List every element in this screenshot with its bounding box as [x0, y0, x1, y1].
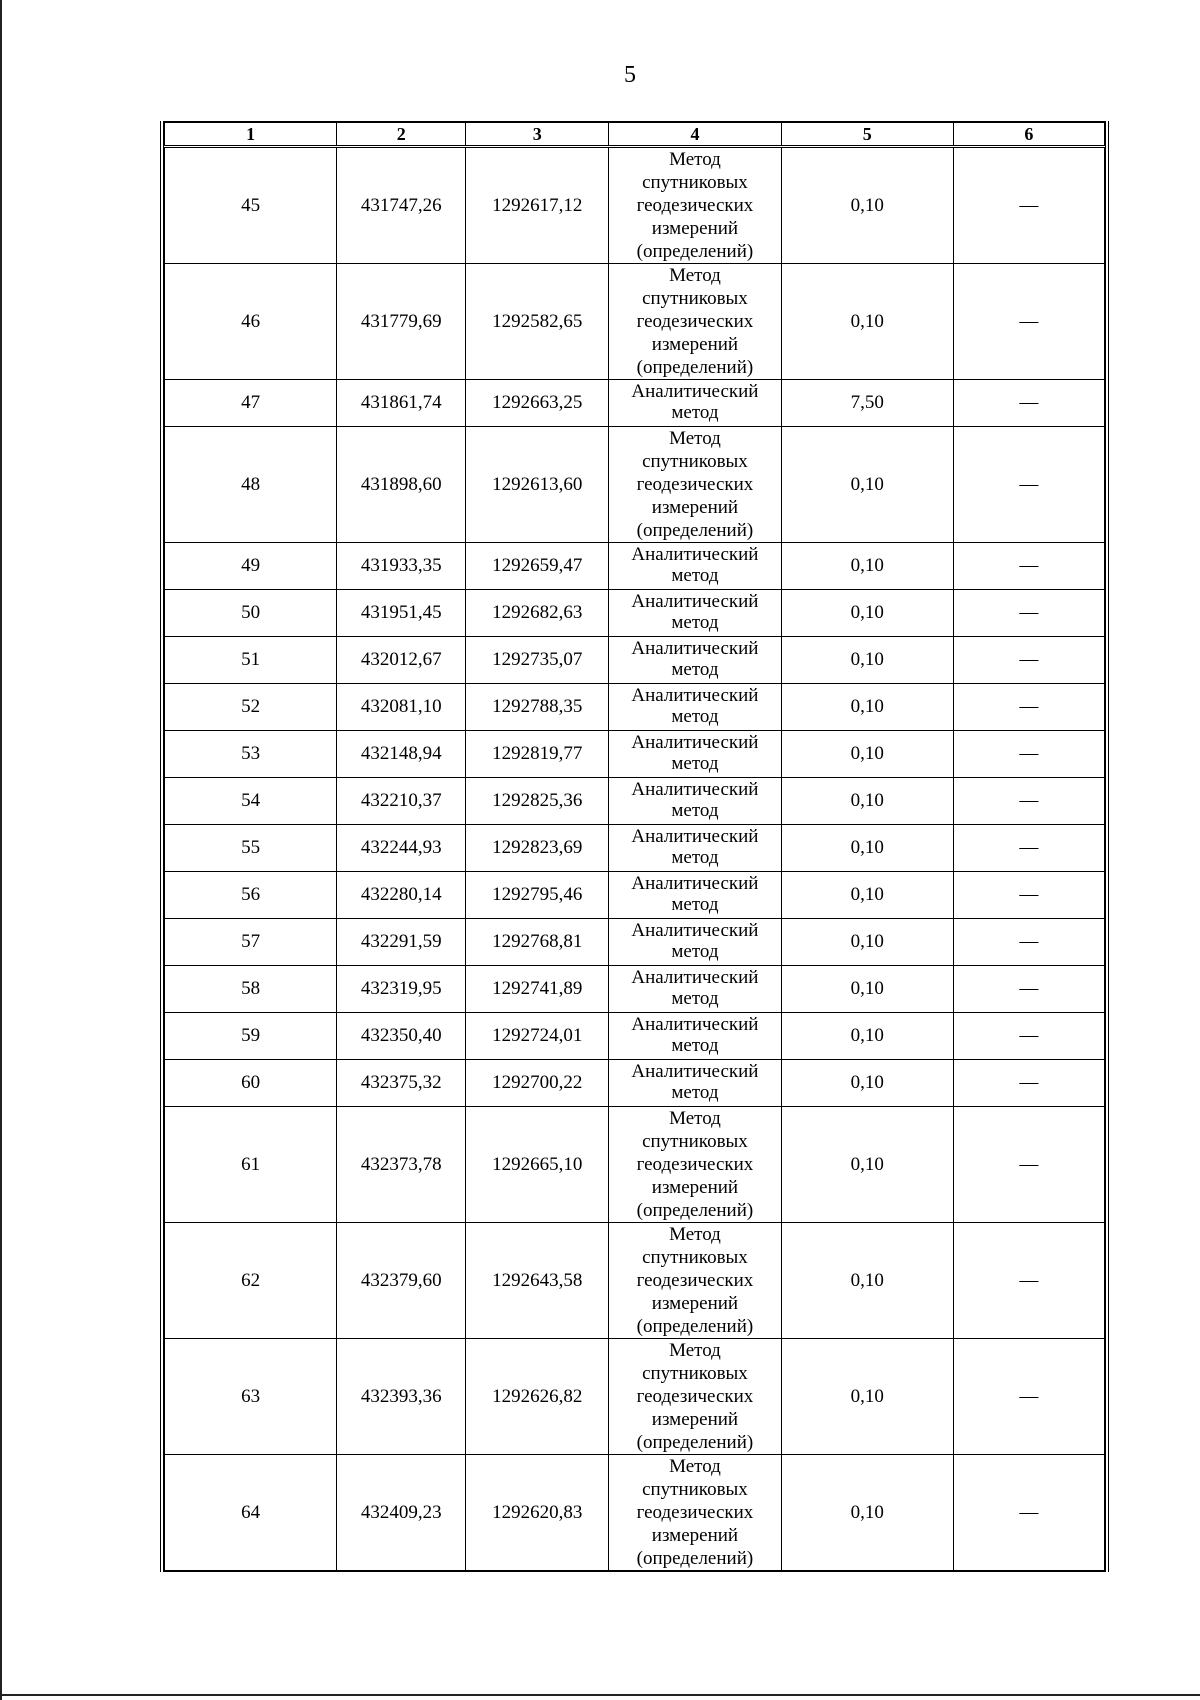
- table-row: [165, 1107, 1105, 1223]
- method-cell: [609, 825, 781, 872]
- x-coordinate-cell: 432280,14: [337, 872, 466, 919]
- method-cell: [609, 637, 781, 684]
- accuracy-cell: 0,10: [781, 731, 953, 778]
- point-number-cell: 57: [165, 919, 337, 966]
- method-line: метод: [671, 988, 719, 1009]
- x-coordinate-cell: 432350,40: [337, 1013, 466, 1060]
- table-row: [165, 147, 1105, 264]
- method-line: метод: [671, 753, 719, 774]
- method-cell: [609, 543, 781, 590]
- point-number-cell: 45: [165, 147, 337, 264]
- note-cell: —: [953, 1013, 1104, 1060]
- method-line: геодезических: [636, 474, 754, 495]
- x-coordinate-cell: 432210,37: [337, 778, 466, 825]
- method-line: Аналитический: [631, 381, 759, 402]
- y-coordinate-cell: 1292613,60: [466, 427, 609, 543]
- page-edge-left: [0, 0, 2, 1700]
- method-line: геодезических: [636, 1154, 754, 1175]
- note-cell: —: [953, 731, 1104, 778]
- note-cell: —: [953, 966, 1104, 1013]
- method-cell: [609, 1013, 781, 1060]
- x-coordinate-cell: 431951,45: [337, 590, 466, 637]
- point-number-cell: 54: [165, 778, 337, 825]
- header-cell: 5: [781, 122, 953, 147]
- y-coordinate-cell: 1292617,12: [466, 147, 609, 264]
- point-number-cell: 55: [165, 825, 337, 872]
- point-number-cell: 64: [165, 1455, 337, 1572]
- table-row: [165, 731, 1105, 778]
- table-row: [165, 1060, 1105, 1107]
- x-coordinate-cell: 432409,23: [337, 1455, 466, 1572]
- method-line: метод: [671, 800, 719, 821]
- method-line: измерений: [651, 1409, 739, 1430]
- method-line: спутниковых: [642, 1363, 748, 1384]
- method-cell: [609, 1060, 781, 1107]
- method-line: измерений: [651, 1525, 739, 1546]
- x-coordinate-cell: 432012,67: [337, 637, 466, 684]
- method-line: измерений: [651, 334, 739, 355]
- method-line: Аналитический: [631, 591, 759, 612]
- note-cell: —: [953, 264, 1104, 380]
- y-coordinate-cell: 1292819,77: [466, 731, 609, 778]
- x-coordinate-cell: 431933,35: [337, 543, 466, 590]
- note-cell: —: [953, 543, 1104, 590]
- accuracy-cell: 0,10: [781, 1339, 953, 1455]
- page-number: 5: [624, 62, 636, 88]
- method-line: спутниковых: [642, 172, 748, 193]
- method-line: спутниковых: [642, 1479, 748, 1500]
- method-line: спутниковых: [642, 1247, 748, 1268]
- page-edge-bottom: [0, 1694, 1200, 1696]
- method-line: Аналитический: [631, 732, 759, 753]
- method-line: геодезических: [636, 195, 754, 216]
- y-coordinate-cell: 1292741,89: [466, 966, 609, 1013]
- note-cell: —: [953, 380, 1104, 427]
- y-coordinate-cell: 1292700,22: [466, 1060, 609, 1107]
- accuracy-cell: 0,10: [781, 1223, 953, 1339]
- accuracy-cell: 0,10: [781, 147, 953, 264]
- method-cell: [609, 264, 781, 380]
- method-line: Аналитический: [631, 544, 759, 565]
- method-line: метод: [671, 1035, 719, 1056]
- method-line: Метод: [669, 428, 721, 449]
- x-coordinate-cell: 431861,74: [337, 380, 466, 427]
- method-line: геодезических: [636, 1386, 754, 1407]
- coordinates-table-frame: [160, 121, 1109, 1572]
- method-line: метод: [671, 706, 719, 727]
- note-cell: —: [953, 637, 1104, 684]
- method-line: метод: [671, 659, 719, 680]
- method-line: Аналитический: [631, 779, 759, 800]
- method-line: Метод: [669, 265, 721, 286]
- y-coordinate-cell: 1292663,25: [466, 380, 609, 427]
- note-cell: —: [953, 1339, 1104, 1455]
- x-coordinate-cell: 432373,78: [337, 1107, 466, 1223]
- note-cell: —: [953, 872, 1104, 919]
- method-cell: [609, 684, 781, 731]
- method-cell: [609, 731, 781, 778]
- method-line: Аналитический: [631, 685, 759, 706]
- method-line: метод: [671, 612, 719, 633]
- note-cell: —: [953, 1455, 1104, 1572]
- accuracy-cell: 0,10: [781, 637, 953, 684]
- table-body: [165, 122, 1105, 1571]
- accuracy-cell: 0,10: [781, 825, 953, 872]
- point-number-cell: 56: [165, 872, 337, 919]
- y-coordinate-cell: 1292626,82: [466, 1339, 609, 1455]
- y-coordinate-cell: 1292659,47: [466, 543, 609, 590]
- method-line: Метод: [669, 1224, 721, 1245]
- method-line: Метод: [669, 1108, 721, 1129]
- accuracy-cell: 0,10: [781, 543, 953, 590]
- method-line: Аналитический: [631, 873, 759, 894]
- method-cell: [609, 1107, 781, 1223]
- y-coordinate-cell: 1292582,65: [466, 264, 609, 380]
- method-line: геодезических: [636, 1270, 754, 1291]
- accuracy-cell: 0,10: [781, 590, 953, 637]
- method-line: Метод: [669, 1340, 721, 1361]
- method-line: метод: [671, 941, 719, 962]
- point-number-cell: 47: [165, 380, 337, 427]
- accuracy-cell: 0,10: [781, 684, 953, 731]
- header-cell: 1: [165, 122, 337, 147]
- note-cell: —: [953, 147, 1104, 264]
- table-row: [165, 427, 1105, 543]
- y-coordinate-cell: 1292823,69: [466, 825, 609, 872]
- table-row: [165, 1455, 1105, 1572]
- point-number-cell: 51: [165, 637, 337, 684]
- method-cell: [609, 380, 781, 427]
- x-coordinate-cell: 431779,69: [337, 264, 466, 380]
- accuracy-cell: 0,10: [781, 264, 953, 380]
- note-cell: —: [953, 1223, 1104, 1339]
- note-cell: —: [953, 1060, 1104, 1107]
- note-cell: —: [953, 919, 1104, 966]
- coordinates-table: [164, 121, 1105, 1572]
- x-coordinate-cell: 432291,59: [337, 919, 466, 966]
- table-header-row: [165, 122, 1105, 147]
- accuracy-cell: 0,10: [781, 427, 953, 543]
- table-row: [165, 264, 1105, 380]
- table-row: [165, 543, 1105, 590]
- y-coordinate-cell: 1292643,58: [466, 1223, 609, 1339]
- accuracy-cell: 0,10: [781, 1107, 953, 1223]
- x-coordinate-cell: 431898,60: [337, 427, 466, 543]
- method-line: (определений): [636, 1432, 754, 1453]
- method-line: (определений): [636, 357, 754, 378]
- method-line: метод: [671, 402, 719, 423]
- point-number-cell: 50: [165, 590, 337, 637]
- point-number-cell: 62: [165, 1223, 337, 1339]
- method-line: спутниковых: [642, 288, 748, 309]
- method-line: Аналитический: [631, 826, 759, 847]
- y-coordinate-cell: 1292795,46: [466, 872, 609, 919]
- table-row: [165, 380, 1105, 427]
- note-cell: —: [953, 1107, 1104, 1223]
- y-coordinate-cell: 1292665,10: [466, 1107, 609, 1223]
- x-coordinate-cell: 431747,26: [337, 147, 466, 264]
- point-number-cell: 53: [165, 731, 337, 778]
- point-number-cell: 52: [165, 684, 337, 731]
- accuracy-cell: 0,10: [781, 919, 953, 966]
- point-number-cell: 48: [165, 427, 337, 543]
- method-line: метод: [671, 1082, 719, 1103]
- x-coordinate-cell: 432081,10: [337, 684, 466, 731]
- method-line: метод: [671, 894, 719, 915]
- method-line: метод: [671, 565, 719, 586]
- method-line: (определений): [636, 1548, 754, 1569]
- method-cell: [609, 919, 781, 966]
- header-cell: 3: [466, 122, 609, 147]
- method-cell: [609, 590, 781, 637]
- y-coordinate-cell: 1292825,36: [466, 778, 609, 825]
- accuracy-cell: 0,10: [781, 872, 953, 919]
- method-line: (определений): [636, 1200, 754, 1221]
- method-line: измерений: [651, 1177, 739, 1198]
- table-row: [165, 637, 1105, 684]
- accuracy-cell: 0,10: [781, 1455, 953, 1572]
- note-cell: —: [953, 778, 1104, 825]
- y-coordinate-cell: 1292735,07: [466, 637, 609, 684]
- x-coordinate-cell: 432319,95: [337, 966, 466, 1013]
- method-cell: [609, 1455, 781, 1572]
- table-row: [165, 1339, 1105, 1455]
- method-cell: [609, 872, 781, 919]
- accuracy-cell: 0,10: [781, 778, 953, 825]
- method-line: спутниковых: [642, 451, 748, 472]
- table-row: [165, 872, 1105, 919]
- y-coordinate-cell: 1292620,83: [466, 1455, 609, 1572]
- method-cell: [609, 1223, 781, 1339]
- method-line: измерений: [651, 497, 739, 518]
- method-line: Аналитический: [631, 1014, 759, 1035]
- method-line: (определений): [636, 241, 754, 262]
- method-cell: [609, 966, 781, 1013]
- method-line: Аналитический: [631, 920, 759, 941]
- method-line: спутниковых: [642, 1131, 748, 1152]
- method-line: Аналитический: [631, 638, 759, 659]
- header-cell: 6: [953, 122, 1104, 147]
- y-coordinate-cell: 1292724,01: [466, 1013, 609, 1060]
- method-line: измерений: [651, 1293, 739, 1314]
- x-coordinate-cell: 432148,94: [337, 731, 466, 778]
- point-number-cell: 60: [165, 1060, 337, 1107]
- accuracy-cell: 7,50: [781, 380, 953, 427]
- y-coordinate-cell: 1292682,63: [466, 590, 609, 637]
- header-cell: 2: [337, 122, 466, 147]
- table-row: [165, 825, 1105, 872]
- table-row: [165, 590, 1105, 637]
- point-number-cell: 63: [165, 1339, 337, 1455]
- accuracy-cell: 0,10: [781, 1013, 953, 1060]
- x-coordinate-cell: 432244,93: [337, 825, 466, 872]
- method-cell: [609, 427, 781, 543]
- accuracy-cell: 0,10: [781, 1060, 953, 1107]
- method-line: Метод: [669, 149, 721, 170]
- note-cell: —: [953, 427, 1104, 543]
- table-row: [165, 919, 1105, 966]
- x-coordinate-cell: 432375,32: [337, 1060, 466, 1107]
- method-line: Аналитический: [631, 1061, 759, 1082]
- method-line: метод: [671, 847, 719, 868]
- note-cell: —: [953, 684, 1104, 731]
- note-cell: —: [953, 825, 1104, 872]
- point-number-cell: 49: [165, 543, 337, 590]
- method-line: геодезических: [636, 311, 754, 332]
- method-line: геодезических: [636, 1502, 754, 1523]
- point-number-cell: 46: [165, 264, 337, 380]
- y-coordinate-cell: 1292768,81: [466, 919, 609, 966]
- header-cell: 4: [609, 122, 781, 147]
- x-coordinate-cell: 432379,60: [337, 1223, 466, 1339]
- method-line: (определений): [636, 1316, 754, 1337]
- method-line: измерений: [651, 218, 739, 239]
- point-number-cell: 58: [165, 966, 337, 1013]
- method-cell: [609, 1339, 781, 1455]
- method-line: Аналитический: [631, 967, 759, 988]
- accuracy-cell: 0,10: [781, 966, 953, 1013]
- x-coordinate-cell: 432393,36: [337, 1339, 466, 1455]
- table-row: [165, 684, 1105, 731]
- y-coordinate-cell: 1292788,35: [466, 684, 609, 731]
- table-row: [165, 1013, 1105, 1060]
- method-cell: [609, 778, 781, 825]
- point-number-cell: 61: [165, 1107, 337, 1223]
- table-row: [165, 966, 1105, 1013]
- method-cell: [609, 147, 781, 264]
- table-row: [165, 1223, 1105, 1339]
- method-line: Метод: [669, 1456, 721, 1477]
- note-cell: —: [953, 590, 1104, 637]
- point-number-cell: 59: [165, 1013, 337, 1060]
- table-row: [165, 778, 1105, 825]
- method-line: (определений): [636, 520, 754, 541]
